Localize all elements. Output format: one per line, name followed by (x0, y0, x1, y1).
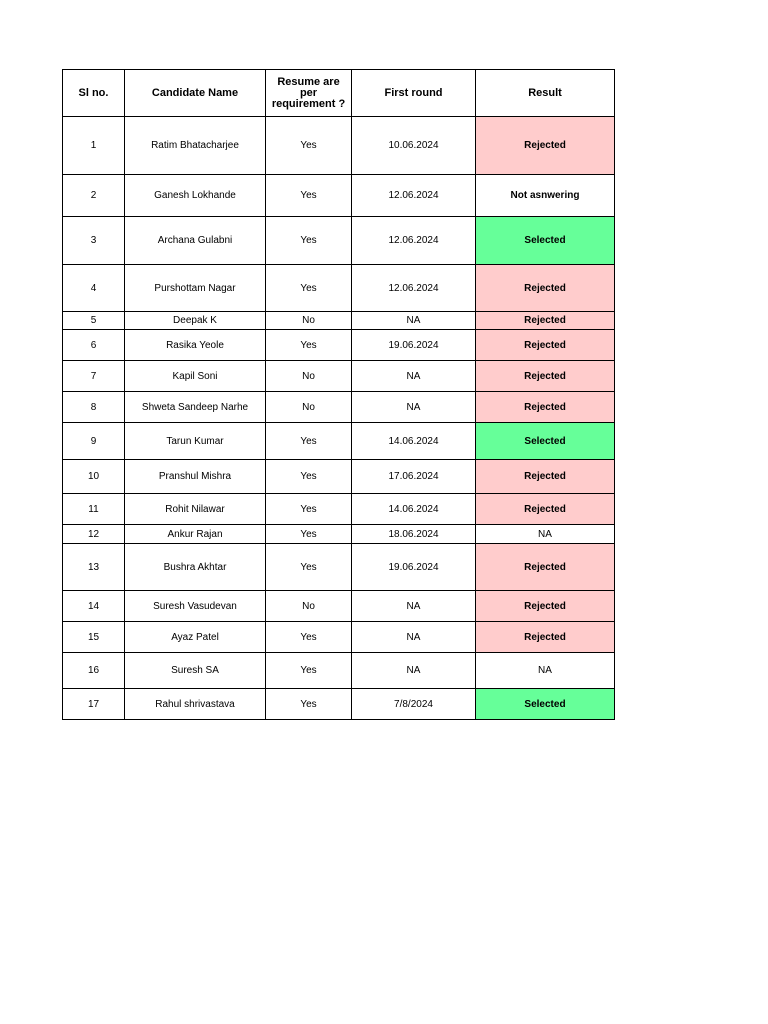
cell-candidate-name: Purshottam Nagar (125, 265, 266, 312)
cell-result: NA (476, 653, 615, 689)
cell-candidate-name: Tarun Kumar (125, 423, 266, 460)
cell-result: Rejected (476, 494, 615, 525)
cell-resume: Yes (266, 117, 352, 175)
cell-candidate-name: Rasika Yeole (125, 330, 266, 361)
cell-first-round: NA (352, 653, 476, 689)
cell-sl-no: 13 (63, 544, 125, 591)
cell-resume: Yes (266, 689, 352, 720)
table-row (63, 689, 615, 720)
cell-result: Rejected (476, 591, 615, 622)
table-row (63, 622, 615, 653)
cell-result: Not asnwering (476, 175, 615, 217)
table-row (63, 423, 615, 460)
cell-first-round: NA (352, 622, 476, 653)
cell-sl-no: 7 (63, 361, 125, 392)
cell-candidate-name: Ayaz Patel (125, 622, 266, 653)
table-row (63, 392, 615, 423)
table-row (63, 117, 615, 175)
cell-first-round: NA (352, 591, 476, 622)
cell-sl-no: 4 (63, 265, 125, 312)
cell-candidate-name: Ganesh Lokhande (125, 175, 266, 217)
cell-candidate-name: Ankur Rajan (125, 525, 266, 544)
cell-resume: Yes (266, 217, 352, 265)
cell-sl-no: 12 (63, 525, 125, 544)
header-row (63, 70, 615, 117)
table-row (63, 525, 615, 544)
cell-result: Rejected (476, 312, 615, 330)
cell-sl-no: 8 (63, 392, 125, 423)
cell-first-round: NA (352, 392, 476, 423)
table-row (63, 265, 615, 312)
cell-result: NA (476, 525, 615, 544)
cell-first-round: 10.06.2024 (352, 117, 476, 175)
cell-sl-no: 3 (63, 217, 125, 265)
cell-sl-no: 16 (63, 653, 125, 689)
cell-candidate-name: Archana Gulabni (125, 217, 266, 265)
header-result: Result (476, 70, 615, 117)
cell-resume: Yes (266, 423, 352, 460)
cell-result: Rejected (476, 265, 615, 312)
cell-resume: Yes (266, 544, 352, 591)
cell-result: Rejected (476, 117, 615, 175)
cell-first-round: 18.06.2024 (352, 525, 476, 544)
cell-sl-no: 9 (63, 423, 125, 460)
cell-resume: Yes (266, 265, 352, 312)
cell-first-round: 12.06.2024 (352, 175, 476, 217)
cell-first-round: 12.06.2024 (352, 265, 476, 312)
table-row (63, 591, 615, 622)
table-row (63, 544, 615, 591)
header-first-round: First round (352, 70, 476, 117)
cell-candidate-name: Ratim Bhatacharjee (125, 117, 266, 175)
cell-first-round: 14.06.2024 (352, 494, 476, 525)
cell-sl-no: 11 (63, 494, 125, 525)
cell-candidate-name: Pranshul Mishra (125, 460, 266, 494)
table-row (63, 330, 615, 361)
cell-first-round: NA (352, 361, 476, 392)
cell-candidate-name: Bushra Akhtar (125, 544, 266, 591)
cell-first-round: NA (352, 312, 476, 330)
cell-sl-no: 10 (63, 460, 125, 494)
cell-result: Selected (476, 217, 615, 265)
cell-candidate-name: Kapil Soni (125, 361, 266, 392)
cell-resume: Yes (266, 175, 352, 217)
cell-resume: No (266, 392, 352, 423)
cell-resume: Yes (266, 653, 352, 689)
header-resume-requirement: Resume are per requirement ? (266, 70, 352, 117)
cell-resume: Yes (266, 330, 352, 361)
cell-resume: No (266, 361, 352, 392)
cell-first-round: 14.06.2024 (352, 423, 476, 460)
cell-sl-no: 1 (63, 117, 125, 175)
cell-sl-no: 15 (63, 622, 125, 653)
cell-candidate-name: Shweta Sandeep Narhe (125, 392, 266, 423)
cell-result: Selected (476, 689, 615, 720)
cell-sl-no: 17 (63, 689, 125, 720)
cell-result: Rejected (476, 544, 615, 591)
cell-sl-no: 5 (63, 312, 125, 330)
cell-candidate-name: Rohit Nilawar (125, 494, 266, 525)
table-row (63, 175, 615, 217)
cell-candidate-name: Suresh SA (125, 653, 266, 689)
cell-result: Rejected (476, 460, 615, 494)
table-row (63, 361, 615, 392)
cell-first-round: 12.06.2024 (352, 217, 476, 265)
cell-resume: Yes (266, 494, 352, 525)
cell-first-round: 17.06.2024 (352, 460, 476, 494)
cell-candidate-name: Rahul shrivastava (125, 689, 266, 720)
candidate-table (62, 69, 615, 720)
table-row (63, 312, 615, 330)
cell-result: Rejected (476, 361, 615, 392)
cell-candidate-name: Suresh Vasudevan (125, 591, 266, 622)
cell-resume: Yes (266, 525, 352, 544)
cell-first-round: 7/8/2024 (352, 689, 476, 720)
cell-resume: No (266, 312, 352, 330)
cell-result: Rejected (476, 622, 615, 653)
table-row (63, 217, 615, 265)
cell-result: Selected (476, 423, 615, 460)
cell-result: Rejected (476, 392, 615, 423)
table-body (63, 117, 615, 720)
table-row (63, 653, 615, 689)
cell-sl-no: 14 (63, 591, 125, 622)
header-sl-no: Sl no. (63, 70, 125, 117)
cell-resume: No (266, 591, 352, 622)
cell-sl-no: 2 (63, 175, 125, 217)
cell-resume: Yes (266, 622, 352, 653)
cell-sl-no: 6 (63, 330, 125, 361)
cell-first-round: 19.06.2024 (352, 330, 476, 361)
cell-resume: Yes (266, 460, 352, 494)
header-candidate-name: Candidate Name (125, 70, 266, 117)
table-row (63, 460, 615, 494)
cell-result: Rejected (476, 330, 615, 361)
cell-candidate-name: Deepak K (125, 312, 266, 330)
table-row (63, 494, 615, 525)
cell-first-round: 19.06.2024 (352, 544, 476, 591)
